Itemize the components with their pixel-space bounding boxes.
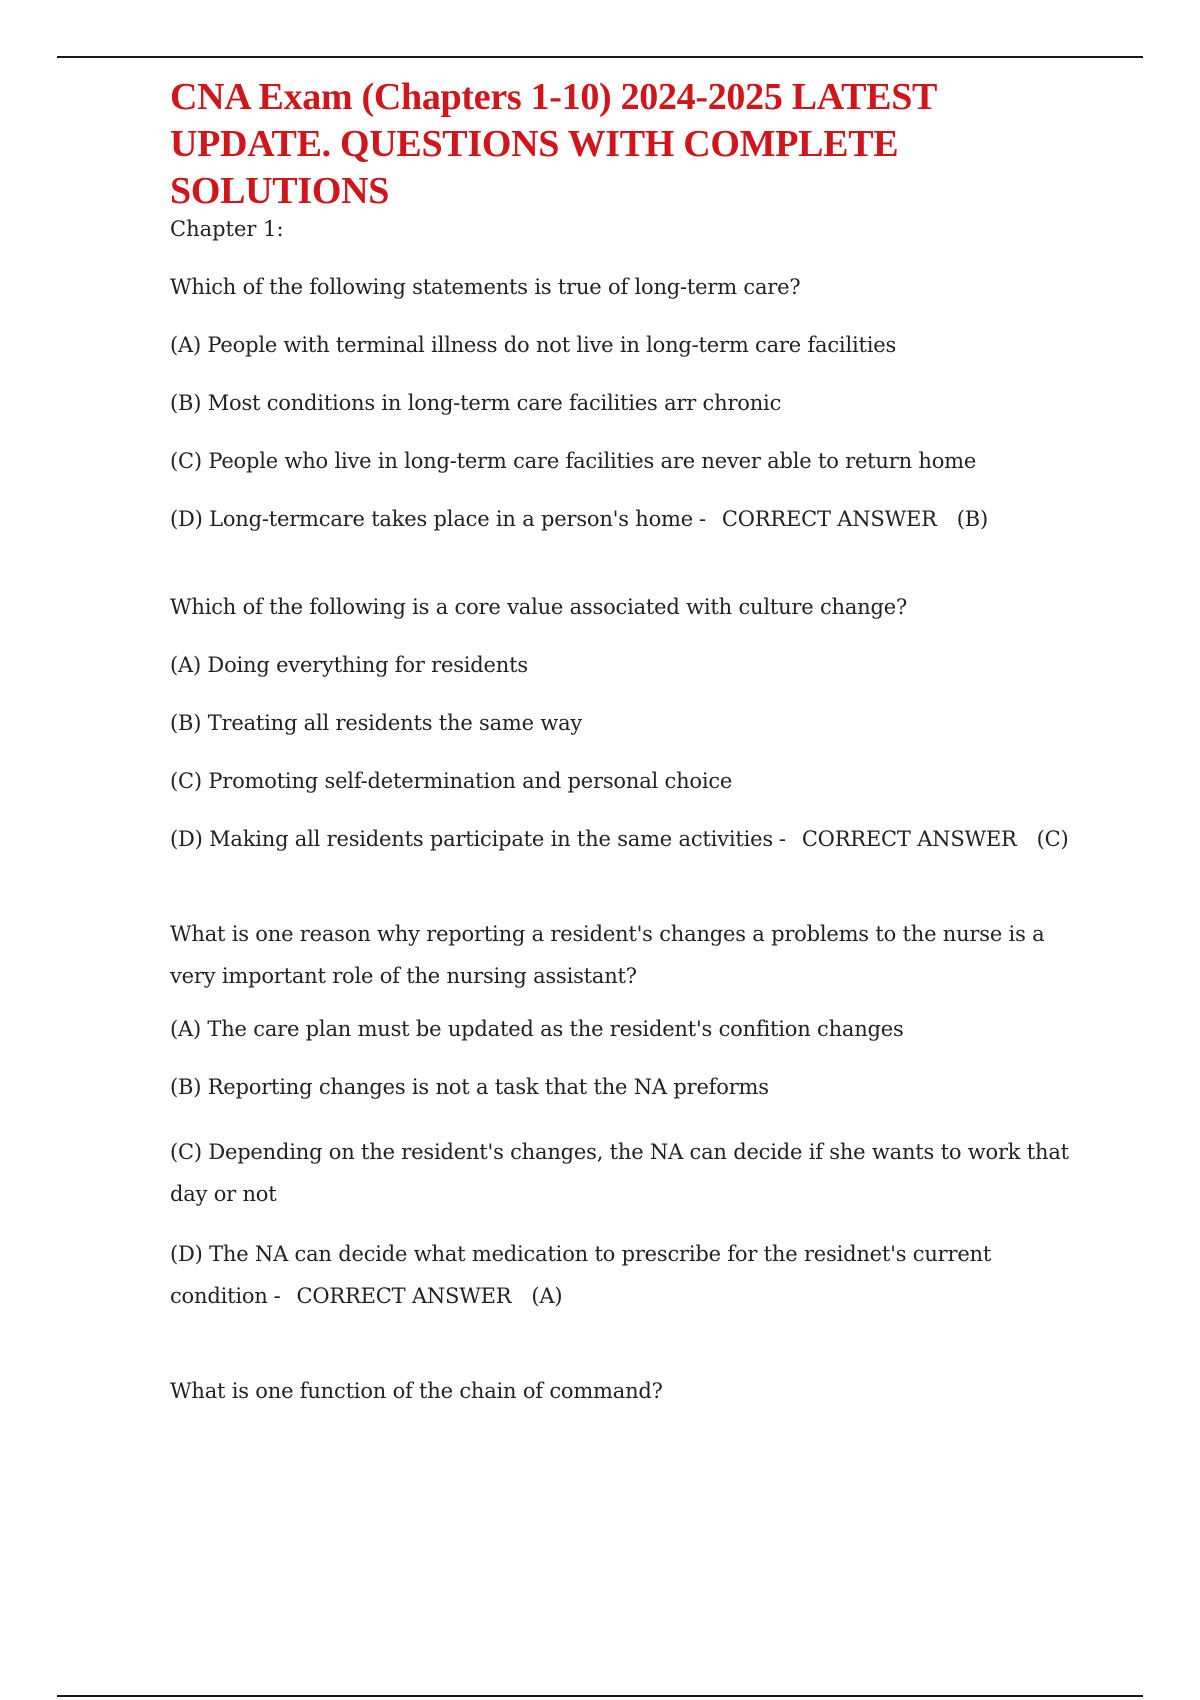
option-c: (C) People who live in long-term care facilities are never able to return home — [170, 449, 977, 473]
answer-separator: - — [778, 827, 786, 851]
question-3 — [170, 913, 1070, 1317]
option-c: (C) Depending on the resident's changes, the NA can decide if she wants to work that day or not — [170, 1140, 1069, 1206]
question-text: Which of the following statements is true of long-term care? — [170, 275, 801, 299]
option-d-with-answer — [170, 825, 1070, 853]
option-d: (D) Making all residents participate in the same activities — [170, 827, 773, 851]
option-a: (A) Doing everything for residents — [170, 653, 528, 677]
correct-answer-value: (B) — [956, 507, 988, 531]
correct-answer-value: (A) — [531, 1284, 563, 1308]
option-a: (A) People with terminal illness do not live in long-term care facilities — [170, 333, 897, 357]
correct-answer-label: CORRECT ANSWER — [801, 827, 1017, 851]
option-b: (B) Treating all residents the same way — [170, 711, 583, 735]
answer-separator: - — [699, 507, 706, 531]
document-title: CNA Exam (Chapters 1-10) 2024-2025 LATEST UPDATE. QUESTIONS WITH COMPLETE SOLUTIONS — [170, 76, 937, 212]
correct-answer-value: (C) — [1036, 827, 1069, 851]
question-4 — [170, 1377, 1070, 1405]
question-2 — [170, 593, 1070, 853]
question-text: What is one reason why reporting a resident's changes a problems to the nurse is a very important role of the nursing assistant? — [170, 922, 1045, 988]
option-a: (A) The care plan must be updated as the resident's confition changes — [170, 1017, 904, 1041]
document-body — [170, 74, 1070, 1465]
question-1 — [170, 273, 1070, 533]
bottom-rule — [57, 1695, 1143, 1697]
option-d-with-answer — [170, 1233, 1070, 1317]
question-text: What is one function of the chain of command? — [170, 1379, 663, 1403]
option-d-with-answer — [170, 505, 1070, 533]
question-text: Which of the following is a core value associated with culture change? — [170, 595, 908, 619]
option-d: (D) Long-termcare takes place in a person's home — [170, 507, 693, 531]
option-d: (D) The NA can decide what medication to prescribe for the residnet's current condition — [170, 1242, 992, 1308]
option-c: (C) Promoting self-determination and personal choice — [170, 769, 733, 793]
option-b: (B) Most conditions in long-term care facilities arr chronic — [170, 391, 782, 415]
answer-separator: - — [273, 1284, 281, 1308]
chapter-heading: Chapter 1: — [170, 217, 284, 241]
correct-answer-label: CORRECT ANSWER — [296, 1284, 512, 1308]
option-b: (B) Reporting changes is not a task that the NA preforms — [170, 1075, 769, 1099]
correct-answer-label: CORRECT ANSWER — [721, 507, 937, 531]
top-rule — [57, 56, 1143, 58]
